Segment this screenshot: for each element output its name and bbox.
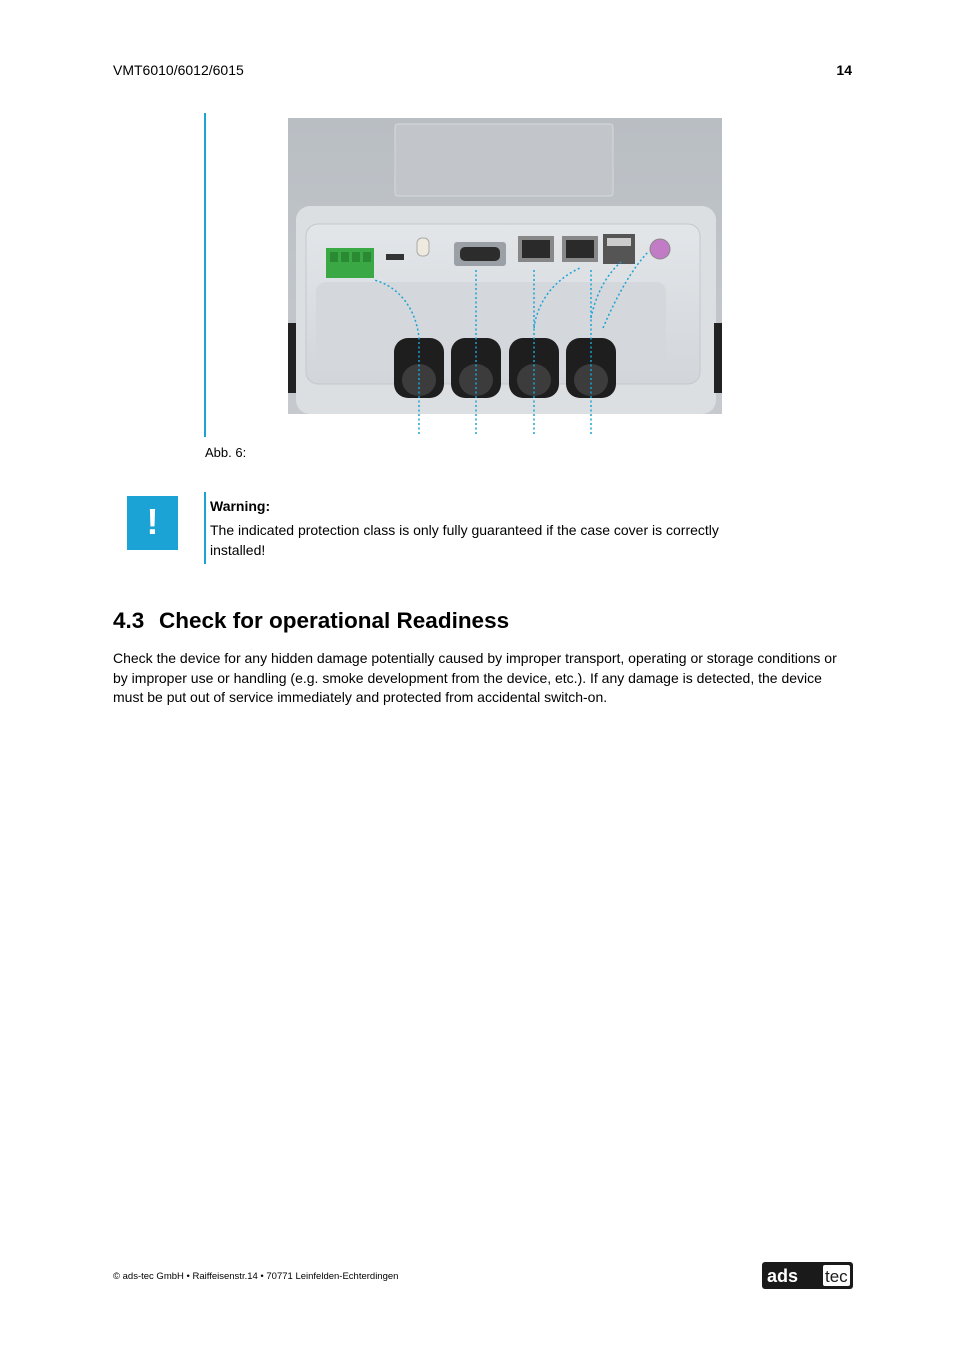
- device-ports-figure: [288, 118, 722, 436]
- figure-margin-bar: [204, 113, 206, 437]
- document-title: VMT6010/6012/6015: [113, 62, 244, 78]
- footer-address: © ads-tec GmbH • Raiffeisenstr.14 • 70771 Leinfelden-Echterdingen: [113, 1271, 399, 1282]
- adstec-logo: [762, 1262, 853, 1289]
- warning-title: Warning:: [210, 498, 271, 514]
- section-body: Check the device for any hidden damage potentially caused by improper transport, operating or storage conditions or by improper use or handling (e.g. smoke development from the device, etc.). If any damage is detected, the device must be put out of service immediately and protected from accidental switch-on.: [113, 650, 837, 705]
- warning-text: The indicated protection class is only fully guaranteed if the case cover is correctly installed!: [210, 522, 719, 558]
- logo-part-tec: tec: [825, 1267, 848, 1286]
- logo-part-ads: ads: [767, 1266, 799, 1286]
- section-number: 4.3: [113, 608, 145, 633]
- figure-caption: Abb. 6:: [205, 445, 247, 460]
- page-number: 14: [836, 62, 852, 78]
- section-heading: [113, 608, 509, 634]
- exclamation-icon: !: [127, 496, 178, 550]
- warning-margin-bar: [204, 492, 206, 564]
- section-title: Check for operational Readiness: [159, 608, 510, 633]
